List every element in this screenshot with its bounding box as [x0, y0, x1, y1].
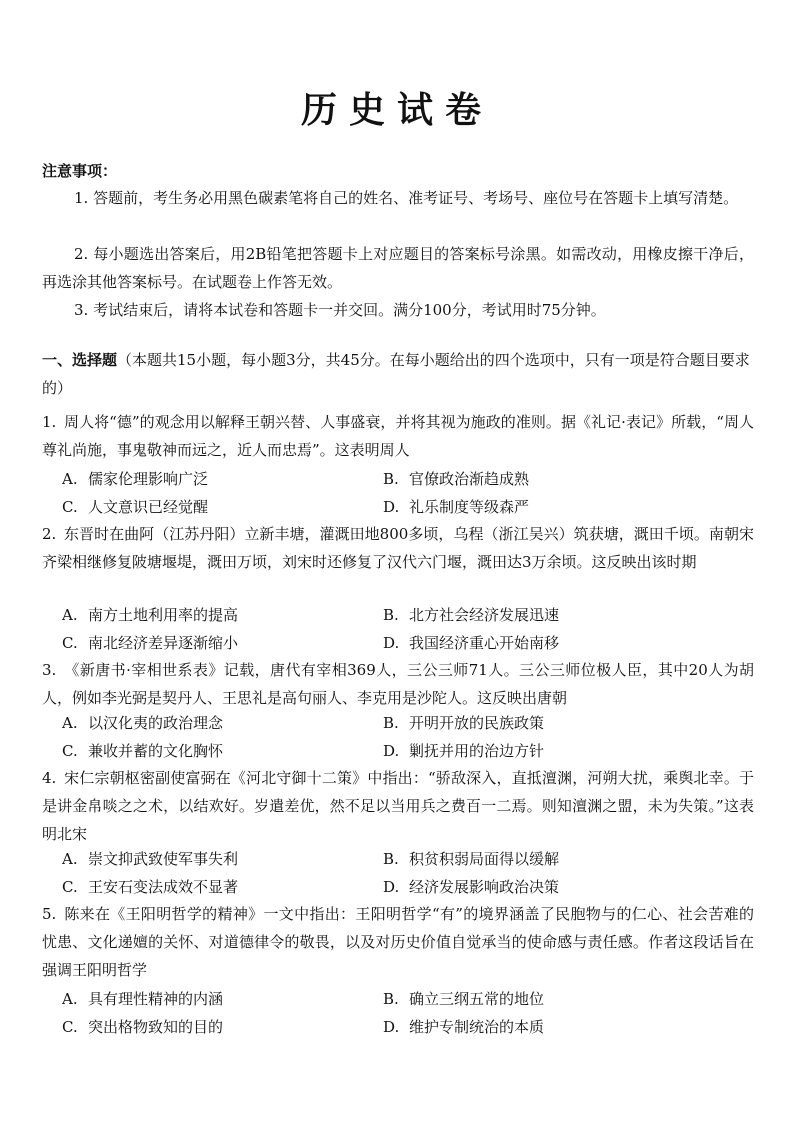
option-b [383, 712, 544, 734]
question-text: 东晋时在曲阿（江苏丹阳）立新丰塘，灌溉田地800多顷，乌程（浙江吴兴）筑获塘，溉田千顷。南朝宋齐梁相继修复陂塘堰堤，溉田万顷，刘宋时还修复了汉代六门堰，溉田达3万余顷。这反映出该时期 [42, 525, 754, 571]
option-a [62, 848, 238, 870]
option-letter: A. [62, 990, 78, 1008]
question-text: 宋仁宗朝枢密副使富弼在《河北守御十二策》中指出：“骄敌深入，直抵澶渊，河朔大扰，乘舆北幸。于是讲金帛啖之之术，以结欢好。岁遣差优，然不足以当用兵之费百一二焉。则知澶渊之盟，未为失策。”这表明北宋 [42, 769, 754, 843]
question-number: 2. [42, 525, 57, 543]
option-letter: C. [62, 1018, 78, 1036]
question-text: 《新唐书·宰相世系表》记载，唐代有宰相369人，三公三师71人。三公三师位极人臣，其中20人为胡人，例如李光弼是契丹人、王思礼是高句丽人、李克用是沙陀人。这反映出唐朝 [42, 661, 754, 707]
option-text: 官僚政治渐趋成熟 [409, 470, 530, 488]
option-text: 确立三纲五常的地位 [409, 990, 545, 1008]
option-letter: D. [383, 1018, 400, 1036]
option-letter: D. [383, 634, 400, 652]
page-title: 历史试卷 [300, 90, 493, 131]
option-letter: C. [62, 634, 78, 652]
option-letter: C. [62, 498, 78, 516]
option-a [62, 468, 208, 490]
option-text: 我国经济重心开始南移 [409, 634, 560, 652]
option-text: 崇文抑武致使军事失利 [88, 850, 239, 868]
question-number: 3. [42, 661, 57, 679]
option-d [383, 496, 529, 518]
option-b [383, 604, 559, 626]
option-d [383, 740, 544, 762]
option-text: 剿抚并用的治边方针 [409, 742, 545, 760]
option-d [383, 876, 559, 898]
question-number: 1. [42, 413, 57, 431]
option-letter: C. [62, 878, 78, 896]
option-letter: B. [383, 470, 399, 488]
option-letter: B. [383, 714, 399, 732]
notice-heading: 注意事项： [42, 162, 118, 180]
question-text: 周人将“德”的观念用以解释王朝兴替、人事盛衰，并将其视为施政的准则。据《礼记·表记》所载，“周人尊礼尚施，事鬼敬神而远之，近人而忠焉”。这表明周人 [42, 413, 754, 459]
option-letter: B. [383, 990, 399, 1008]
question-stem [42, 408, 754, 464]
option-text: 人文意识已经觉醒 [88, 498, 209, 516]
option-letter: A. [62, 714, 78, 732]
option-a [62, 988, 223, 1010]
option-text: 突出格物致知的目的 [88, 1018, 224, 1036]
section-heading [42, 346, 754, 402]
option-text: 具有理性精神的内涵 [88, 990, 224, 1008]
option-text: 北方社会经济发展迅速 [409, 606, 560, 624]
notice-item: 2. 每小题选出答案后，用2B铅笔把答题卡上对应题目的答案标号涂黑。如需改动，用橡皮擦干净后，再选涂其他答案标号。在试题卷上作答无效。 [42, 245, 754, 291]
option-text: 礼乐制度等级森严 [409, 498, 530, 516]
option-a [62, 712, 223, 734]
option-letter: A. [62, 470, 78, 488]
option-a [62, 604, 238, 626]
option-d [383, 632, 559, 654]
option-text: 兼收并蓄的文化胸怀 [88, 742, 224, 760]
option-letter: B. [383, 850, 399, 868]
option-text: 经济发展影响政治决策 [409, 878, 560, 896]
option-text: 南北经济差异逐渐缩小 [88, 634, 239, 652]
option-c [62, 632, 238, 654]
question-text: 陈来在《王阳明哲学的精神》一文中指出：王阳明哲学“有”的境界涵盖了民胞物与的仁心、社会苦难的忧患、文化递嬗的关怀、对道德律令的敬畏，以及对历史价值自觉承当的使命感与责任感。作者这段话旨在强调王阳明哲学 [42, 905, 754, 979]
option-text: 维护专制统治的本质 [409, 1018, 545, 1036]
question-number: 5. [42, 905, 57, 923]
option-c [62, 496, 208, 518]
question-stem [42, 520, 754, 576]
question-stem [42, 656, 754, 712]
option-text: 开明开放的民族政策 [409, 714, 545, 732]
option-letter: D. [383, 878, 400, 896]
option-b [383, 468, 529, 490]
option-letter: C. [62, 742, 78, 760]
option-text: 积贫积弱局面得以缓解 [409, 850, 560, 868]
option-c [62, 740, 223, 762]
option-c [62, 1016, 223, 1038]
section-label: 一、选择题 [42, 351, 118, 369]
notice-item: 1. 答题前，考生务必用黑色碳素笔将自己的姓名、准考证号、考场号、座位号在答题卡上填写清楚。 [74, 189, 739, 207]
option-b [383, 988, 544, 1010]
option-letter: D. [383, 742, 400, 760]
option-letter: D. [383, 498, 400, 516]
option-letter: A. [62, 850, 78, 868]
option-text: 儒家伦理影响广泛 [88, 470, 209, 488]
option-c [62, 876, 238, 898]
question-number: 4. [42, 769, 57, 787]
option-text: 南方土地利用率的提高 [88, 606, 239, 624]
option-letter: B. [383, 606, 399, 624]
option-text: 王安石变法成效不显著 [88, 878, 239, 896]
notice-item: 3. 考试结束后，请将本试卷和答题卡一并交回。满分100分，考试用时75分钟。 [74, 301, 606, 319]
section-description: （本题共15小题，每小题3分，共45分。在每小题给出的四个选项中，只有一项是符合题目要求的） [42, 351, 750, 397]
option-b [383, 848, 559, 870]
option-d [383, 1016, 544, 1038]
question-stem [42, 764, 754, 848]
option-letter: A. [62, 606, 78, 624]
question-stem [42, 900, 754, 984]
option-text: 以汉化夷的政治理念 [88, 714, 224, 732]
